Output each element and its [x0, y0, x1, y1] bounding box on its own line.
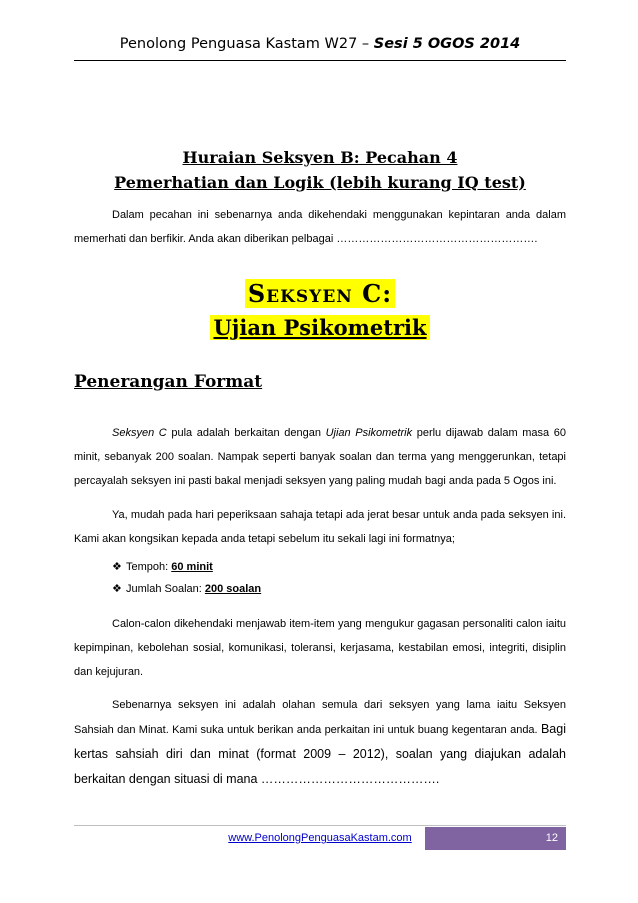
page-number: 12: [425, 827, 566, 850]
section-c-subtitle: Ujian Psikometrik: [74, 313, 566, 343]
huraian-heading: [74, 145, 566, 195]
footer-website-link[interactable]: www.PenolongPenguasaKastam.com: [228, 832, 412, 844]
section-c-title: Seksyen C:: [74, 279, 566, 309]
huraian-title: Huraian Seksyen B: Pecahan 4: [182, 148, 458, 167]
paragraph-3: Calon-calon dikehendaki menjawab item-item yang mengukur gagasan personaliti calon iaitu kepimpinan, kebolehan sosial, komunikasi, toleransi, kerjasama, kestabilan emosi, integriti, disiplin dan kejujuran.: [74, 618, 566, 678]
format-bullet-list: [112, 556, 261, 600]
paragraph-1: Seksyen C pula adalah berkaitan dengan Ujian Psikometrik perlu dijawab dalam masa 60 minit, sebanyak 200 soalan. Nampak seperti banyak soalan dan terma yang menggerunkan, tetapi percayalah seksyen ini pasti bakal menjadi seksyen yang paling mudah bagi anda pada 5 Ogos ini.: [74, 427, 566, 487]
paragraph-2: Ya, mudah pada hari peperiksaan sahaja tetapi ada jerat besar untuk anda pada seksyen ini. Kami akan kongsikan kepada anda tetapi sebelum itu sekali lagi ini formatnya;: [74, 509, 566, 545]
header-divider: [74, 60, 566, 61]
format-heading: Penerangan Format: [74, 372, 263, 392]
intro-paragraph: Dalam pecahan ini sebenarnya anda dikehendaki menggunakan kepintaran anda dalam memerhati dan berfikir. Anda akan diberikan pelbagai ……………………………………………….: [74, 209, 566, 245]
jumlah-soalan-value: 200 soalan: [204, 583, 262, 595]
header-session: Sesi 5 OGOS 2014: [373, 36, 521, 52]
page-header: [74, 36, 566, 52]
list-item-jumlah-soalan: ❖ Jumlah Soalan: 200 soalan: [112, 578, 261, 600]
footer-divider: [74, 825, 566, 826]
seksyen-c-emphasis: Seksyen C: [112, 427, 167, 439]
header-title: Penolong Penguasa Kastam W27 –: [119, 36, 374, 52]
tempoh-value: 60 minit: [171, 561, 213, 573]
diamond-bullet-icon: ❖: [112, 583, 122, 595]
diamond-bullet-icon: ❖: [112, 561, 122, 573]
huraian-subtitle: Pemerhatian dan Logik (lebih kurang IQ test): [114, 173, 526, 192]
paragraph-4: Sebenarnya seksyen ini adalah olahan semula dari seksyen yang lama iaitu Seksyen Sahsiah dan Minat. Kami suka untuk berikan anda perkaitan ini untuk buang kegentaran anda. Bagi kertas sahsiah diri dan minat (format 2009 – 2012), soalan yang diajukan adalah berkaitan dengan situasi di mana …………………………………….: [74, 699, 566, 786]
ujian-psikometrik-emphasis: Ujian Psikometrik: [325, 427, 413, 439]
list-item-tempoh: ❖ Tempoh: 60 minit: [112, 556, 261, 578]
